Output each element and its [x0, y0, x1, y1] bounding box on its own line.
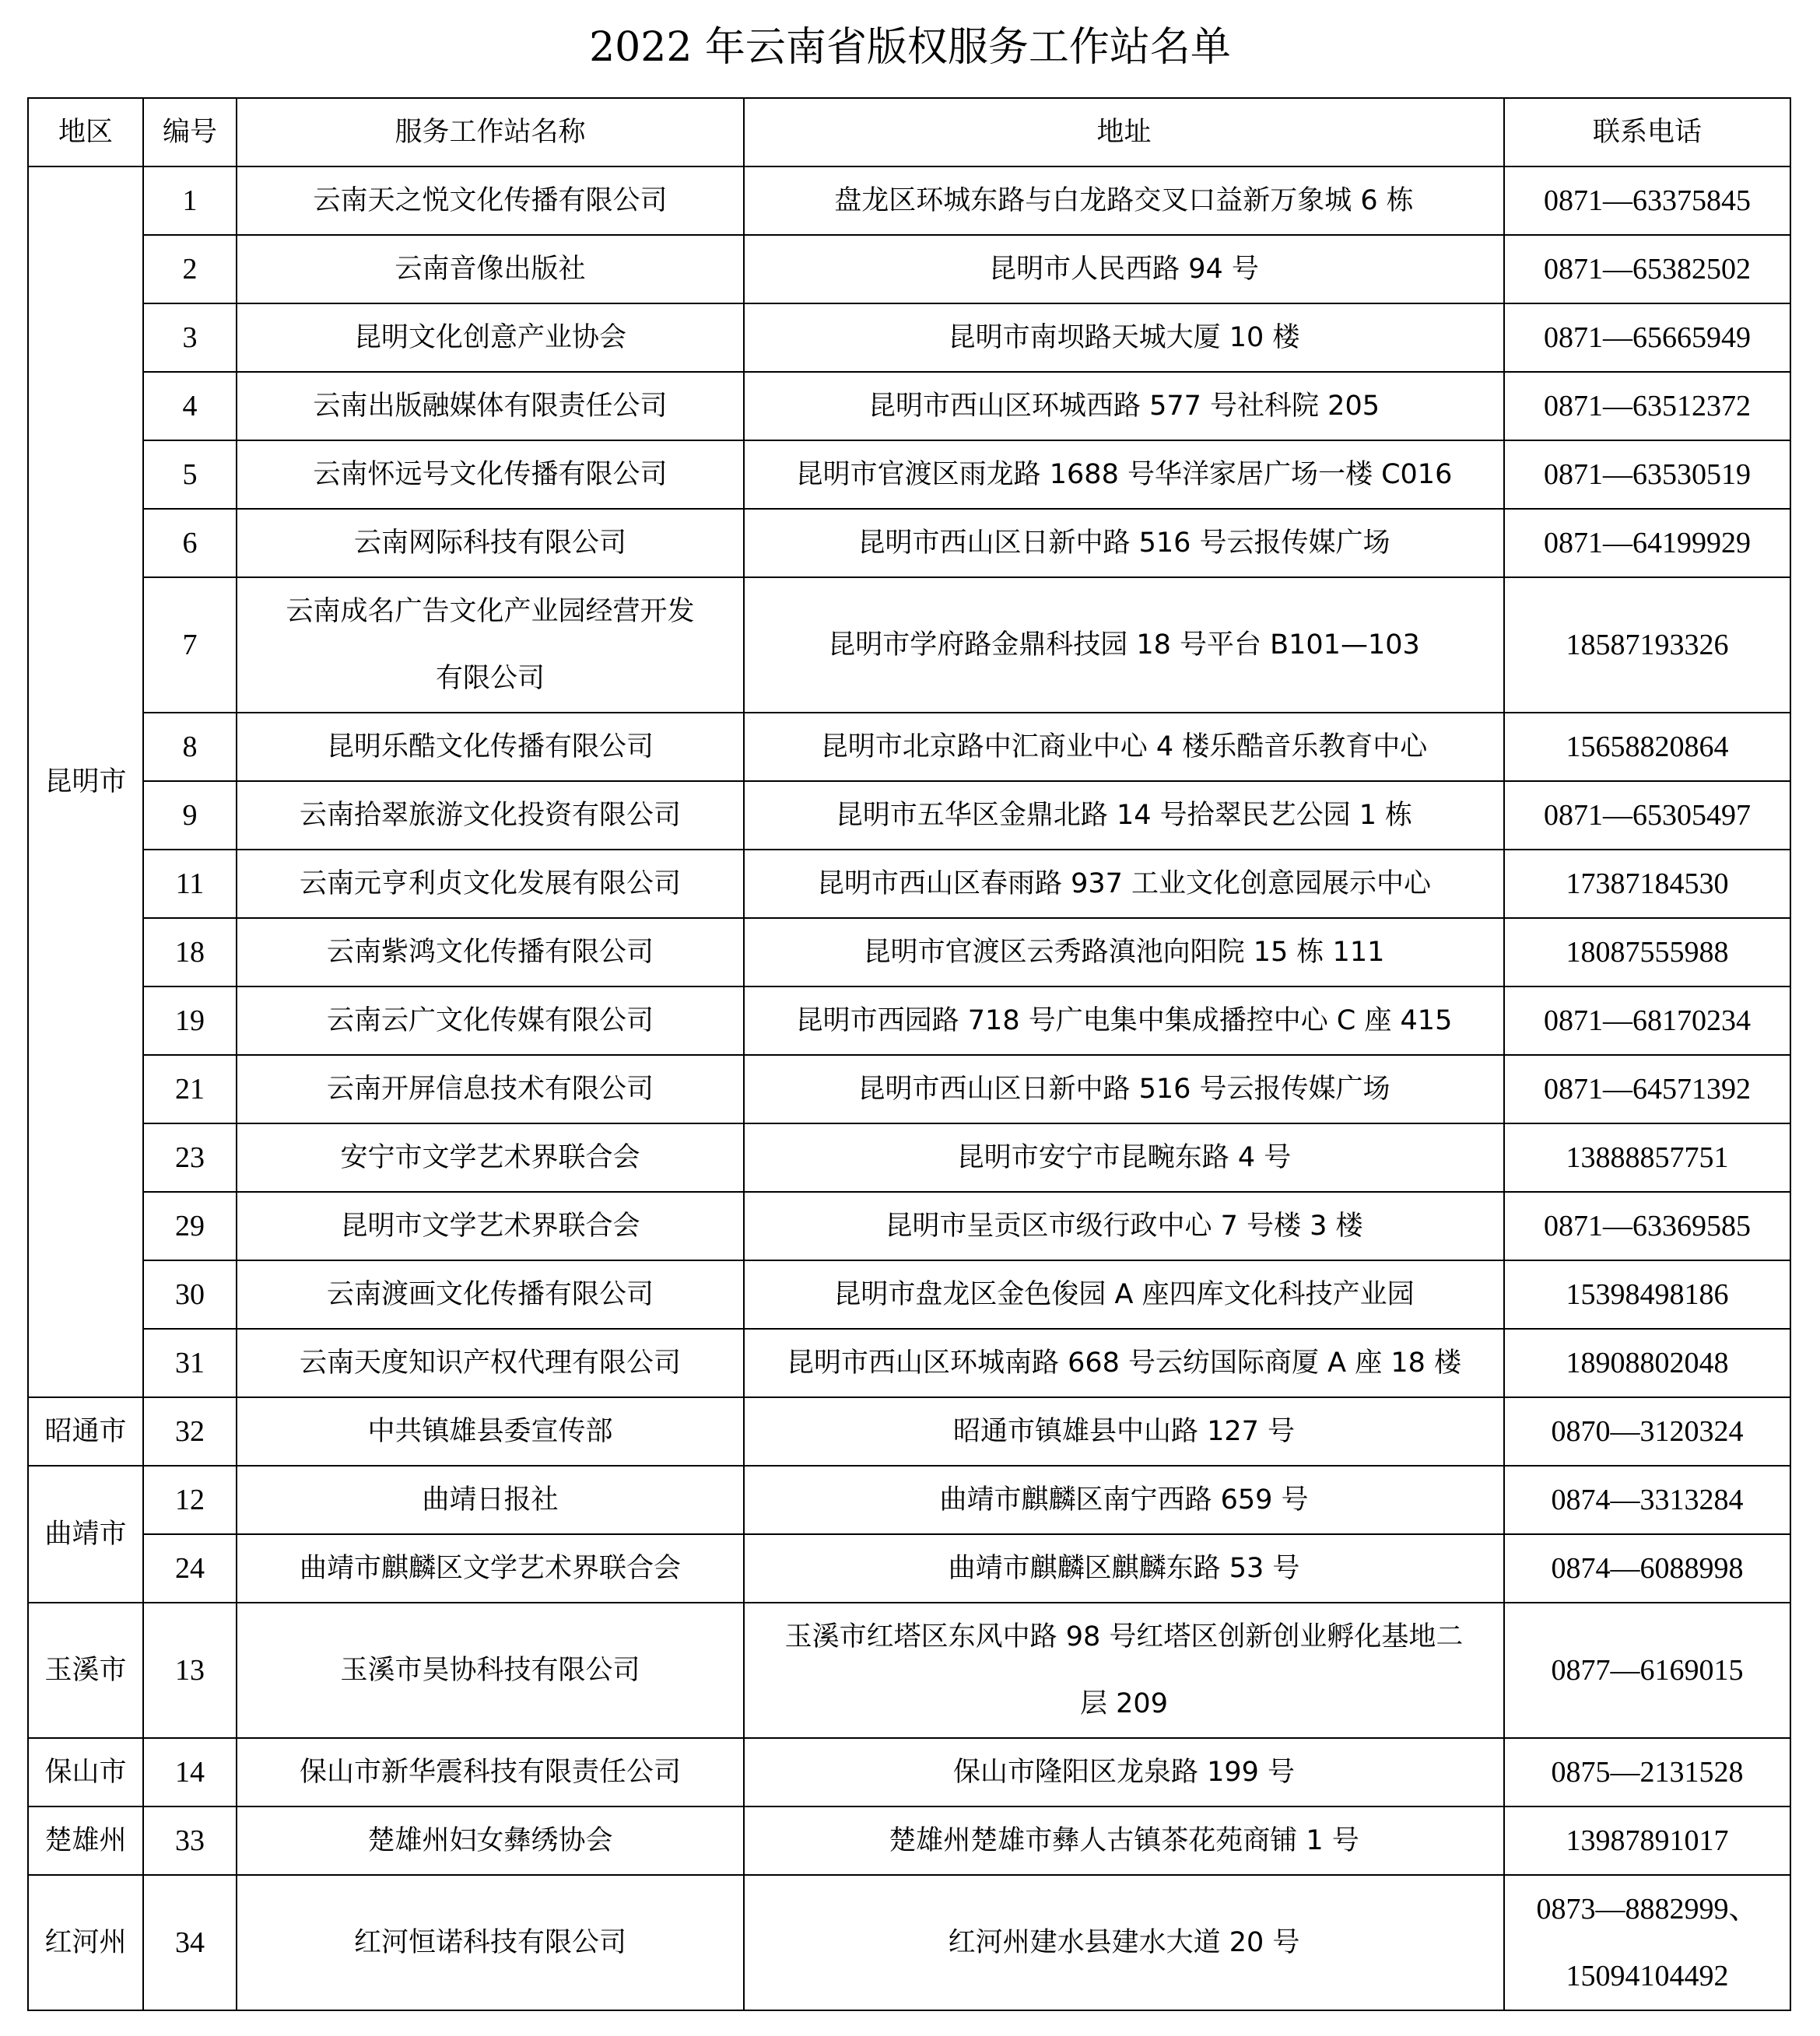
- region-cell: 玉溪市: [28, 1603, 143, 1738]
- region-cell: 昭通市: [28, 1397, 143, 1466]
- row-number: 29: [143, 1192, 237, 1260]
- region-cell: 楚雄州: [28, 1806, 143, 1875]
- station-address: 昆明市五华区金鼎北路 14 号拾翠民艺公园 1 栋: [744, 781, 1504, 850]
- station-phone-line: 0873—8882999、: [1536, 1893, 1759, 1926]
- station-phone: 0871—63512372: [1504, 372, 1790, 440]
- row-number: 5: [143, 440, 237, 509]
- station-name: 曲靖日报社: [237, 1466, 744, 1534]
- row-number: 32: [143, 1397, 237, 1466]
- station-address: 红河州建水县建水大道 20 号: [744, 1875, 1504, 2010]
- station-phone: 18587193326: [1504, 577, 1790, 713]
- table-row: [28, 1192, 1790, 1260]
- station-name: 楚雄州妇女彝绣协会: [237, 1806, 744, 1875]
- station-phone-line: 15094104492: [1566, 1960, 1729, 1992]
- station-name: 云南天之悦文化传播有限公司: [237, 166, 744, 235]
- table-row: [28, 713, 1790, 781]
- table-row: [28, 1466, 1790, 1534]
- region-cell: 红河州: [28, 1875, 143, 2010]
- station-name: 保山市新华震科技有限责任公司: [237, 1738, 744, 1806]
- header-region: 地区: [28, 98, 143, 166]
- station-address: 昆明市学府路金鼎科技园 18 号平台 B101—103: [744, 577, 1504, 713]
- station-phone: 0871—63530519: [1504, 440, 1790, 509]
- row-number: 11: [143, 850, 237, 918]
- table-row: [28, 918, 1790, 986]
- station-address: 昆明市西山区日新中路 516 号云报传媒广场: [744, 509, 1504, 577]
- station-name: 云南天度知识产权代理有限公司: [237, 1329, 744, 1397]
- station-address: 昆明市南坝路天城大厦 10 楼: [744, 303, 1504, 372]
- table-row: [28, 235, 1790, 303]
- station-address: 保山市隆阳区龙泉路 199 号: [744, 1738, 1504, 1806]
- station-address: 昆明市呈贡区市级行政中心 7 号楼 3 楼: [744, 1192, 1504, 1260]
- station-table: [27, 97, 1791, 2011]
- station-name: 云南出版融媒体有限责任公司: [237, 372, 744, 440]
- region-cell: 保山市: [28, 1738, 143, 1806]
- table-row: [28, 1329, 1790, 1397]
- station-address: 昆明市官渡区云秀路滇池向阳院 15 栋 111: [744, 918, 1504, 986]
- station-name: 昆明乐酷文化传播有限公司: [237, 713, 744, 781]
- station-phone: 0871—65665949: [1504, 303, 1790, 372]
- station-address: 昆明市人民西路 94 号: [744, 235, 1504, 303]
- station-name: 云南音像出版社: [237, 235, 744, 303]
- station-name: 云南怀远号文化传播有限公司: [237, 440, 744, 509]
- row-number: 21: [143, 1055, 237, 1123]
- station-name: 红河恒诺科技有限公司: [237, 1875, 744, 2010]
- station-name: 云南渡画文化传播有限公司: [237, 1260, 744, 1329]
- row-number: 33: [143, 1806, 237, 1875]
- table-row: [28, 372, 1790, 440]
- row-number: 31: [143, 1329, 237, 1397]
- row-number: 6: [143, 509, 237, 577]
- station-phone: 0875—2131528: [1504, 1738, 1790, 1806]
- table-header-row: [28, 98, 1790, 166]
- station-phone: 0871—63369585: [1504, 1192, 1790, 1260]
- row-number: 23: [143, 1123, 237, 1192]
- station-phone: 0874—6088998: [1504, 1534, 1790, 1603]
- table-row: [28, 986, 1790, 1055]
- row-number: 18: [143, 918, 237, 986]
- station-address: 盘龙区环城东路与白龙路交叉口益新万象城 6 栋: [744, 166, 1504, 235]
- station-address: 昆明市西山区环城西路 577 号社科院 205: [744, 372, 1504, 440]
- station-address-line: 层 209: [1080, 1688, 1168, 1719]
- station-name: 云南网际科技有限公司: [237, 509, 744, 577]
- station-name: 昆明文化创意产业协会: [237, 303, 744, 372]
- station-address: 昆明市盘龙区金色俊园 A 座四库文化科技产业园: [744, 1260, 1504, 1329]
- station-phone: 17387184530: [1504, 850, 1790, 918]
- table-row: [28, 1738, 1790, 1806]
- region-cell: 曲靖市: [28, 1466, 143, 1603]
- station-address: 曲靖市麒麟区南宁西路 659 号: [744, 1466, 1504, 1534]
- row-number: 4: [143, 372, 237, 440]
- table-row: [28, 850, 1790, 918]
- station-name: 云南云广文化传媒有限公司: [237, 986, 744, 1055]
- row-number: 2: [143, 235, 237, 303]
- table-row: [28, 1260, 1790, 1329]
- station-name: 安宁市文学艺术界联合会: [237, 1123, 744, 1192]
- table-row: [28, 166, 1790, 235]
- table-row: [28, 1603, 1790, 1738]
- table-row: [28, 1875, 1790, 2010]
- station-address-line: 玉溪市红塔区东风中路 98 号红塔区创新创业孵化基地二: [784, 1621, 1464, 1652]
- station-address: 楚雄州楚雄市彝人古镇茶花苑商铺 1 号: [744, 1806, 1504, 1875]
- row-number: 12: [143, 1466, 237, 1534]
- station-name: 中共镇雄县委宣传部: [237, 1397, 744, 1466]
- station-phone: 0870—3120324: [1504, 1397, 1790, 1466]
- station-address: [744, 1603, 1504, 1738]
- header-number: 编号: [143, 98, 237, 166]
- station-address: 曲靖市麒麟区麒麟东路 53 号: [744, 1534, 1504, 1603]
- row-number: 30: [143, 1260, 237, 1329]
- station-phone: 0871—63375845: [1504, 166, 1790, 235]
- station-address: 昆明市官渡区雨龙路 1688 号华洋家居广场一楼 C016: [744, 440, 1504, 509]
- station-address: 昆明市北京路中汇商业中心 4 楼乐酷音乐教育中心: [744, 713, 1504, 781]
- table-row: [28, 1397, 1790, 1466]
- station-phone: 13987891017: [1504, 1806, 1790, 1875]
- station-name-line: 有限公司: [435, 663, 545, 694]
- table-row: [28, 1123, 1790, 1192]
- station-phone: [1504, 1875, 1790, 2010]
- table-row: [28, 1806, 1790, 1875]
- station-phone: 0871—64199929: [1504, 509, 1790, 577]
- row-number: 9: [143, 781, 237, 850]
- station-phone: 0871—68170234: [1504, 986, 1790, 1055]
- table-row: [28, 577, 1790, 713]
- table-row: [28, 303, 1790, 372]
- station-address: 昆明市安宁市昆畹东路 4 号: [744, 1123, 1504, 1192]
- station-name: 云南开屏信息技术有限公司: [237, 1055, 744, 1123]
- document-title: 2022 年云南省版权服务工作站名单: [589, 24, 1231, 71]
- station-phone: 15398498186: [1504, 1260, 1790, 1329]
- table-row: [28, 1055, 1790, 1123]
- table-row: [28, 781, 1790, 850]
- station-address: 昆明市西山区春雨路 937 工业文化创意园展示中心: [744, 850, 1504, 918]
- station-name: 曲靖市麒麟区文学艺术界联合会: [237, 1534, 744, 1603]
- station-name: 云南拾翠旅游文化投资有限公司: [237, 781, 744, 850]
- row-number: 24: [143, 1534, 237, 1603]
- station-name: 玉溪市昊协科技有限公司: [237, 1603, 744, 1738]
- station-address: 昆明市西山区日新中路 516 号云报传媒广场: [744, 1055, 1504, 1123]
- station-address: 昆明市西山区环城南路 668 号云纺国际商厦 A 座 18 楼: [744, 1329, 1504, 1397]
- table-row: [28, 440, 1790, 509]
- station-address: 昆明市西园路 718 号广电集中集成播控中心 C 座 415: [744, 986, 1504, 1055]
- station-address: 昭通市镇雄县中山路 127 号: [744, 1397, 1504, 1466]
- station-name-line: 云南成名广告文化产业园经营开发: [286, 596, 695, 627]
- row-number: 7: [143, 577, 237, 713]
- station-phone: 13888857751: [1504, 1123, 1790, 1192]
- header-name: 服务工作站名称: [237, 98, 744, 166]
- station-phone: 15658820864: [1504, 713, 1790, 781]
- station-phone: 18087555988: [1504, 918, 1790, 986]
- station-name: 昆明市文学艺术界联合会: [237, 1192, 744, 1260]
- station-name: 云南紫鸿文化传播有限公司: [237, 918, 744, 986]
- header-phone: 联系电话: [1504, 98, 1790, 166]
- station-name: [237, 577, 744, 713]
- row-number: 14: [143, 1738, 237, 1806]
- station-name: 云南元亨利贞文化发展有限公司: [237, 850, 744, 918]
- row-number: 13: [143, 1603, 237, 1738]
- header-address: 地址: [744, 98, 1504, 166]
- station-phone: 0871—64571392: [1504, 1055, 1790, 1123]
- station-phone: 0874—3313284: [1504, 1466, 1790, 1534]
- row-number: 8: [143, 713, 237, 781]
- station-phone: 18908802048: [1504, 1329, 1790, 1397]
- row-number: 1: [143, 166, 237, 235]
- station-phone: 0877—6169015: [1504, 1603, 1790, 1738]
- row-number: 34: [143, 1875, 237, 2010]
- table-row: [28, 509, 1790, 577]
- region-cell: 昆明市: [28, 166, 143, 1397]
- station-phone: 0871—65382502: [1504, 235, 1790, 303]
- table-row: [28, 1534, 1790, 1603]
- station-phone: 0871—65305497: [1504, 781, 1790, 850]
- row-number: 3: [143, 303, 237, 372]
- row-number: 19: [143, 986, 237, 1055]
